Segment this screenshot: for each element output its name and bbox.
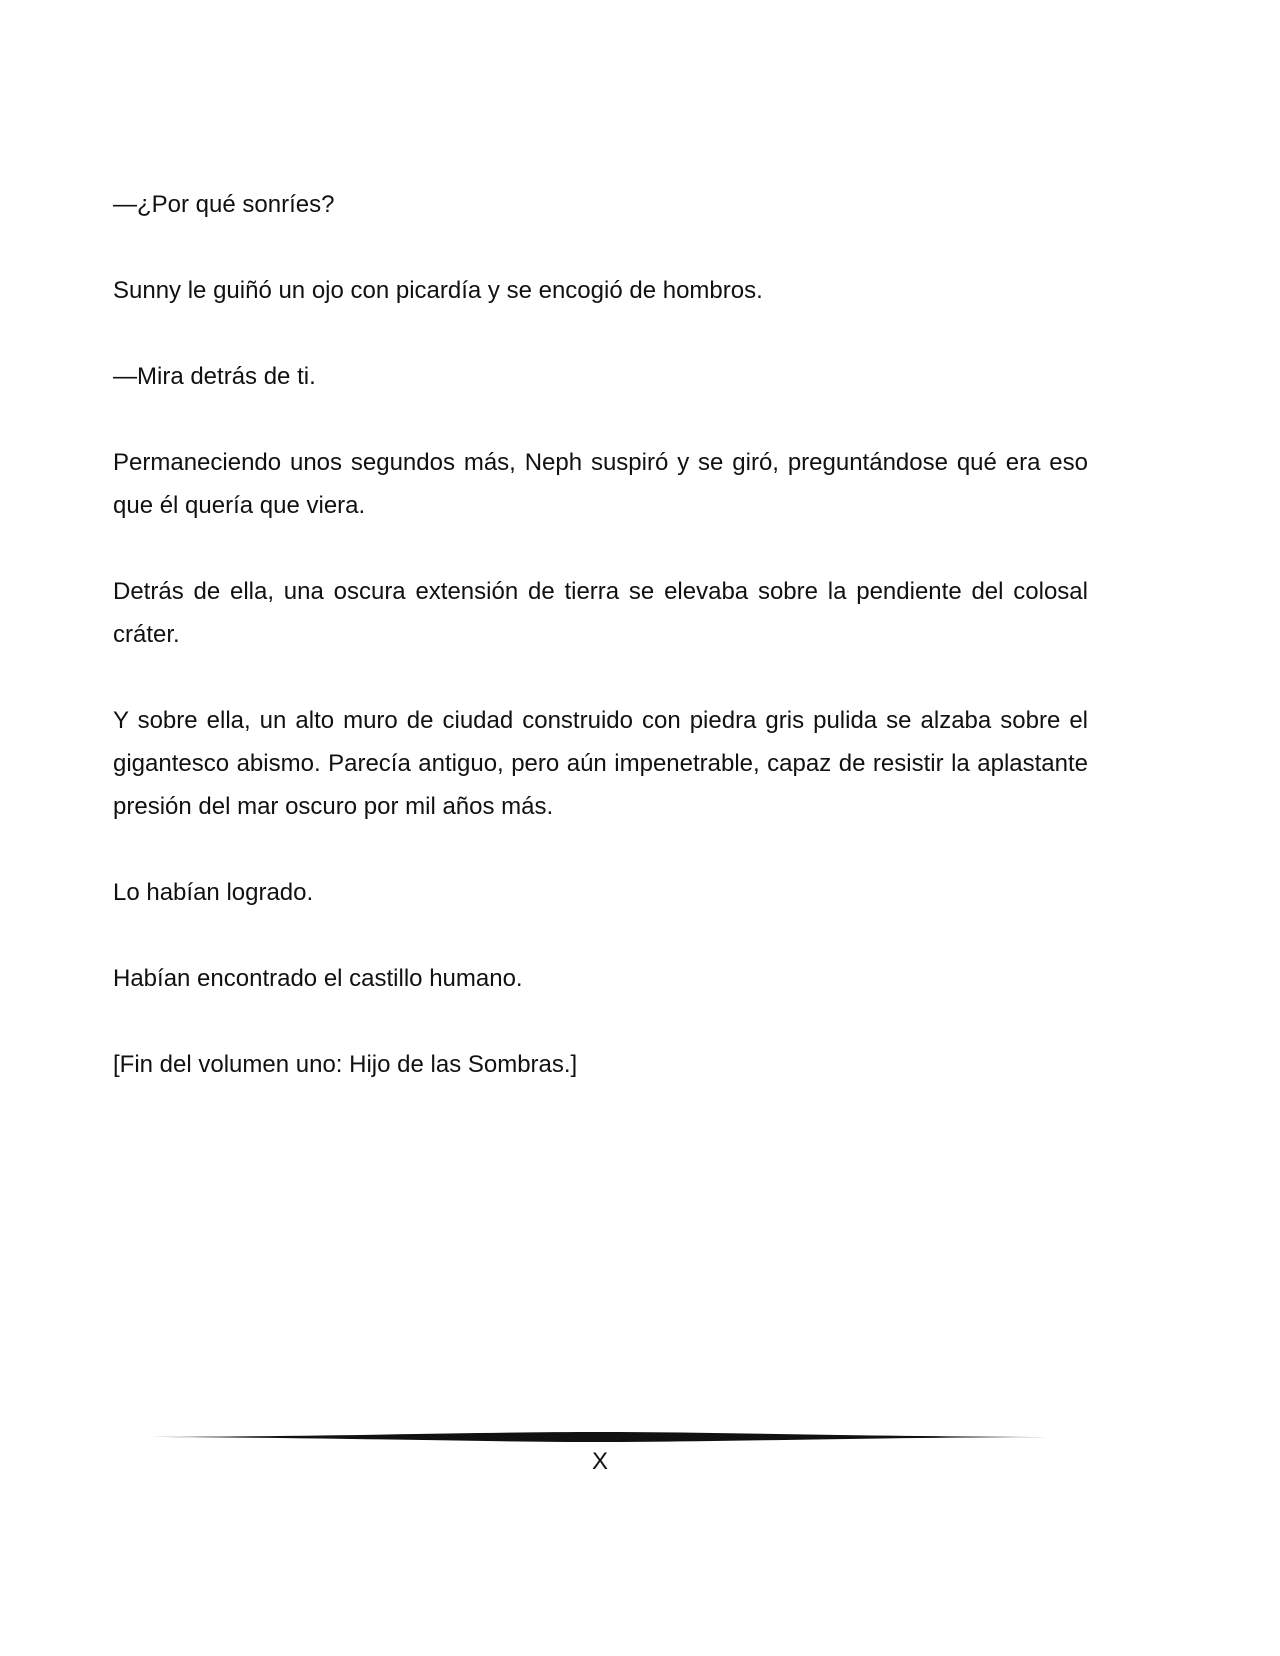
paragraph-dialogue-look-behind: —Mira detrás de ti. xyxy=(113,363,316,390)
paragraph-dialogue-why-smile: —¿Por qué sonríes? xyxy=(113,191,335,218)
paragraph-neph-turns: Permaneciendo unos segundos más, Neph suspiró y se giró, preguntándose qué era eso que él quería que viera. xyxy=(113,449,1088,519)
text-body xyxy=(113,183,1088,1129)
tapered-line-icon xyxy=(152,1430,1048,1444)
footer-mark: X xyxy=(591,1448,608,1475)
paragraph-city-wall: Y sobre ella, un alto muro de ciudad construido con piedra gris pulida se alzaba sobre el gigantesco abismo. Parecía antiguo, pero aún impenetrable, capaz de resistir la aplastante presión del mar oscuro por mil años más. xyxy=(113,707,1088,820)
paragraph-sunny-wink: Sunny le guiñó un ojo con picardía y se encogió de hombros. xyxy=(113,277,763,304)
paragraph-dark-land: Detrás de ella, una oscura extensión de tierra se elevaba sobre la pendiente del colosal cráter. xyxy=(113,578,1088,648)
paragraph-human-castle: Habían encontrado el castillo humano. xyxy=(113,965,523,992)
ornamental-divider xyxy=(152,1430,1048,1444)
paragraph-they-made-it: Lo habían logrado. xyxy=(113,879,314,906)
paragraph-end-of-volume: [Fin del volumen uno: Hijo de las Sombras.] xyxy=(113,1051,578,1078)
